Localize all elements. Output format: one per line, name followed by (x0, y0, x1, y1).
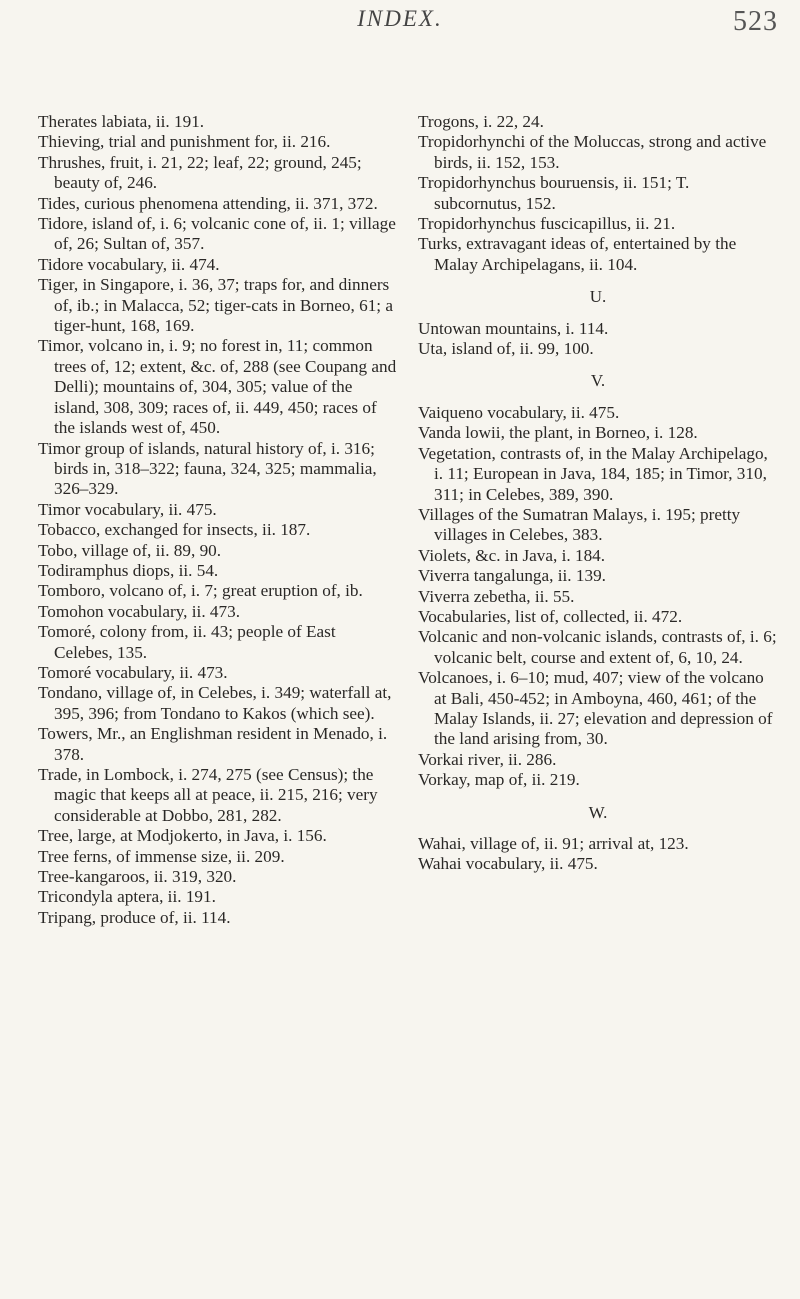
index-entry: Tomoré vocabulary, ii. 473. (38, 662, 228, 682)
index-entry: Tidore vocabulary, ii. 474. (38, 254, 220, 274)
index-entry: Tiger, in Singapore, i. 36, 37; traps for, and dinners of, ib.; in Malacca, 52; tiger-cats in Borneo, 61; a tiger-hunt, 168, 169. (38, 275, 394, 336)
index-entry: Wahai vocabulary, ii. 475. (418, 854, 598, 874)
index-entry: Vorkai river, ii. 286. (418, 749, 557, 769)
index-entry: Tomohon vocabulary, ii. 473. (38, 601, 240, 621)
index-entry: Vegetation, contrasts of, in the Malay Archipelago, i. 11; European in Java, 184, 185; in Timor, 310, 311; in Celebes, 389, 390. (418, 443, 768, 504)
index-entry: Viverra tangalunga, ii. 139. (418, 566, 606, 586)
index-entry: Volcanic and non-volcanic islands, contrasts of, i. 6; volcanic belt, course and extent of, 6, 10, 24. (418, 627, 777, 667)
section-letter: V. (590, 371, 606, 391)
index-entry: Trogons, i. 22, 24. (418, 112, 544, 131)
index-entry: Tomoré, colony from, ii. 43; people of East Celebes, 135. (38, 622, 336, 662)
index-entry: Therates labiata, ii. 191. (38, 112, 205, 131)
index-entry: Tropidorhynchus fuscicapillus, ii. 21. (418, 214, 676, 234)
section-letter: W. (588, 802, 608, 822)
index-entry: Tobacco, exchanged for insects, ii. 187. (38, 520, 311, 540)
index-column-left (38, 112, 398, 928)
index-entry: Turks, extravagant ideas of, entertained by the Malay Archipelagans, ii. 104. (418, 234, 737, 274)
index-entry: Tondano, village of, in Celebes, i. 349; waterfall at, 395, 396; from Tondano to Kakos (which see). (38, 683, 392, 723)
index-entry: Todiramphus diops, ii. 54. (38, 560, 219, 580)
running-head: INDEX. (357, 6, 443, 31)
index-entry: Wahai, village of, ii. 91; arrival at, 123. (418, 834, 689, 853)
index-entry: Trade, in Lombock, i. 274, 275 (see Census); the magic that keeps all at peace, ii. 215, 216; very considerable at Dobbo, 281, 282. (38, 765, 378, 825)
index-entry: Tree, large, at Modjokerto, in Java, i. 156. (38, 826, 327, 846)
section-letter: U. (589, 287, 607, 307)
index-entry: Vocabularies, list of, collected, ii. 472. (418, 606, 683, 626)
page-number: 523 (733, 6, 778, 37)
index-entry: Vaiqueno vocabulary, ii. 475. (418, 402, 620, 422)
index-entry: Tropidorhynchi of the Moluccas, strong and active birds, ii. 152, 153. (418, 132, 767, 172)
index-entry: Tricondyla aptera, ii. 191. (38, 887, 216, 907)
index-entry: Timor, volcano in, i. 9; no forest in, 11; common trees of, 12; extent, &c. of, 288 (see Coupang and Delli); mountains of, 304, 305; value of the island, 308, 309; races of, ii. 449, 450; races of the islands west of, 450. (38, 336, 397, 438)
index-entry: Tripang, produce of, ii. 114. (38, 907, 231, 927)
index-entry: Timor vocabulary, ii. 475. (38, 499, 217, 519)
index-entry: Tides, curious phenomena attending, ii. 371, 372. (38, 193, 378, 213)
index-entry: Thieving, trial and punishment for, ii. 216. (38, 132, 331, 152)
index-entry: Volcanoes, i. 6–10; mud, 407; view of the volcano at Bali, 450-452; in Amboyna, 460, 461; of the Malay Islands, ii. 27; elevation and depression of the land arising from, 30. (418, 668, 773, 749)
index-entry: Vanda lowii, the plant, in Borneo, i. 128. (418, 423, 698, 443)
page-header (0, 6, 800, 46)
index-entry: Tidore, island of, i. 6; volcanic cone of, ii. 1; village of, 26; Sultan of, 357. (38, 214, 396, 254)
index-column-right (418, 112, 778, 875)
index-entry: Viverra zebetha, ii. 55. (418, 586, 575, 606)
index-entry: Towers, Mr., an Englishman resident in Menado, i. 378. (38, 724, 388, 764)
index-entry: Tobo, village of, ii. 89, 90. (38, 540, 222, 560)
index-entry: Tropidorhynchus bouruensis, ii. 151; T. subcornutus, 152. (418, 173, 690, 213)
index-entry: Tree-kangaroos, ii. 319, 320. (38, 867, 237, 887)
index-entry: Violets, &c. in Java, i. 184. (418, 545, 606, 565)
index-entry: Thrushes, fruit, i. 21, 22; leaf, 22; ground, 245; beauty of, 246. (38, 152, 362, 193)
index-entry: Vorkay, map of, ii. 219. (418, 770, 580, 790)
index-entry: Tree ferns, of immense size, ii. 209. (38, 846, 285, 866)
index-entry: Tomboro, volcano of, i. 7; great eruption of, ib. (38, 581, 363, 601)
index-entry: Timor group of islands, natural history of, i. 316; birds in, 318–322; fauna, 324, 325; mammalia, 326–329. (38, 438, 377, 499)
index-entry: Villages of the Sumatran Malays, i. 195; pretty villages in Celebes, 383. (418, 504, 741, 545)
index-entry: Untowan mountains, i. 114. (418, 318, 609, 338)
index-entry: Uta, island of, ii. 99, 100. (418, 339, 594, 359)
